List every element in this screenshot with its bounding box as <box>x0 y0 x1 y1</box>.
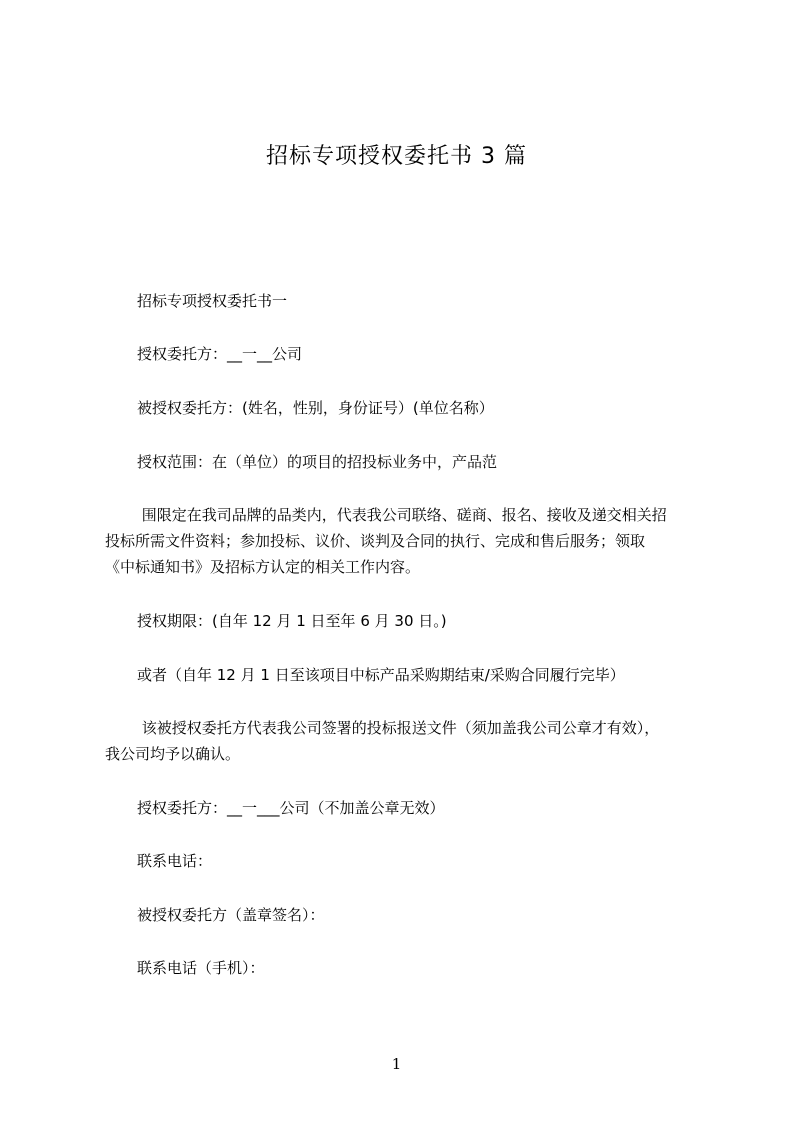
scope-paragraph <box>105 502 705 580</box>
agent-field <box>105 395 705 421</box>
phone-field <box>105 848 705 874</box>
paragraph-text: 授权期限：(自年 12 月 1 日至年 6 月 30 日。) <box>137 612 447 630</box>
paragraph-text: 授权范围：在（单位）的项目的招投标业务中，产品范 <box>137 453 498 471</box>
paragraph-line: 《中标通知书》及招标方认定的相关工作内容。 <box>105 558 421 576</box>
mobile-phone-field <box>105 955 705 981</box>
paragraph-line: 我公司均予以确认。 <box>105 745 241 763</box>
scope-field <box>105 449 705 475</box>
paragraph-line <box>105 502 705 528</box>
confirmation-paragraph <box>105 715 705 767</box>
paragraph-text: 联系电话（手机）： <box>137 959 265 977</box>
paragraph-text: 或者（自年 12 月 1 日至该项目中标产品采购期结束/采购合同履行完毕） <box>137 666 625 684</box>
paragraph-text: 授权委托方：__一__公司 <box>137 345 303 363</box>
principal-signature-field <box>105 795 705 821</box>
paragraph-text: 围限定在我司品牌的品类内，代表我公司联络、磋商、报名、接收及递交相关招 <box>137 506 667 524</box>
paragraph-text: 联系电话： <box>137 852 213 870</box>
paragraph-text: 授权委托方：__一___公司（不加盖公章无效） <box>137 799 445 817</box>
paragraph-text: 被授权委托方：(姓名，性别，身份证号）(单位名称） <box>137 399 494 417</box>
paragraph-line <box>105 715 705 741</box>
agent-signature-field <box>105 902 705 928</box>
principal-field <box>105 341 705 367</box>
document-title: 招标专项授权委托书 3 篇 <box>266 144 527 169</box>
term-alternative <box>105 662 705 688</box>
paragraph-text: 该被授权委托方代表我公司签署的投标报送文件（须加盖我公司公章才有效）， <box>137 719 660 737</box>
page-number: 1 <box>391 1055 402 1073</box>
paragraph-line: 投标所需文件资料；参加投标、议价、谈判及合同的执行、完成和售后服务；领取 <box>105 532 646 550</box>
section-heading <box>105 288 705 314</box>
paragraph-text: 招标专项授权委托书一 <box>137 292 288 310</box>
term-field <box>105 608 705 634</box>
paragraph-text: 被授权委托方（盖章签名）： <box>137 906 325 924</box>
